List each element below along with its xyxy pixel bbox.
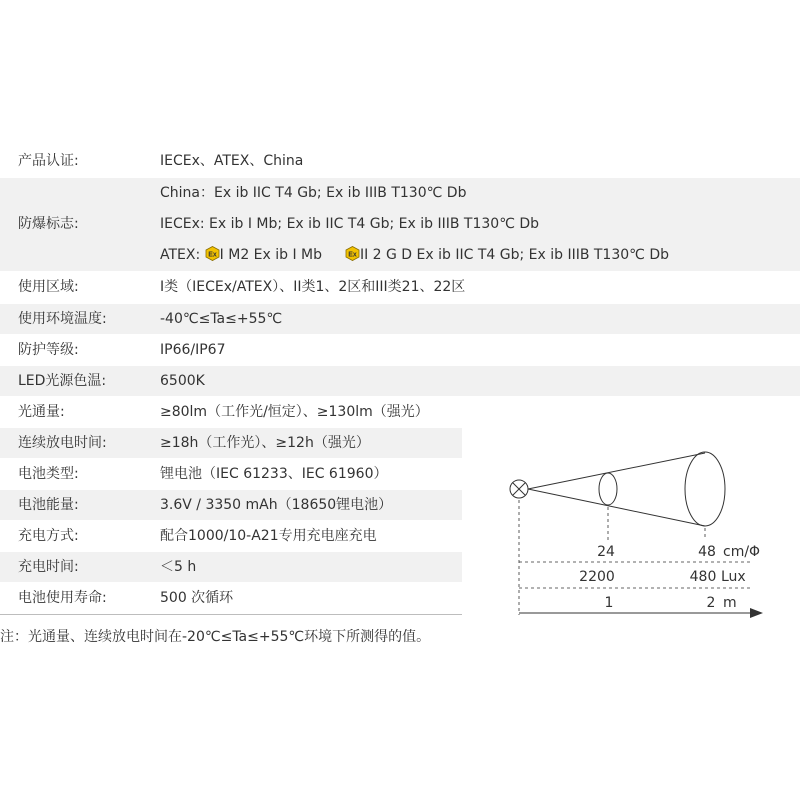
svg-text:Ex: Ex	[207, 251, 217, 259]
ex-hexagon-icon	[345, 246, 360, 261]
beam-ellipse-far	[685, 452, 725, 526]
zone-value: I类（IECEx/ATEX）、II类1、2区和III类21、22区	[160, 279, 466, 295]
row-color-temperature	[0, 366, 800, 396]
row-discharge-time	[0, 428, 462, 458]
battery-energy-label: 电池能量:	[18, 497, 79, 513]
luminous-flux-label: 光通量:	[18, 404, 65, 420]
zone-label: 使用区域:	[18, 279, 79, 295]
explosion-marking-label: 防爆标志:	[18, 216, 79, 232]
lux-unit: Lux	[721, 569, 746, 585]
row-certification	[0, 146, 800, 177]
charge-time-value: ＜5 h	[160, 559, 197, 575]
distance-unit: m	[723, 595, 737, 611]
row-protection	[0, 335, 800, 365]
protection-label: 防护等级:	[18, 342, 79, 358]
explosion-china: China：Ex ib IIC T4 Gb; Ex ib IIIB T130℃ Db	[160, 185, 467, 201]
battery-type-label: 电池类型:	[18, 466, 79, 482]
charge-method-value: 配合1000/10-A21专用充电座充电	[160, 528, 377, 544]
atex-part1: I M2 Ex ib I Mb	[219, 247, 323, 263]
explosion-iecex: IECEx: Ex ib I Mb; Ex ib IIC T4 Gb; Ex ib IIIB T130℃ Db	[160, 216, 540, 232]
row-charge-method	[0, 521, 462, 551]
lux-far: 480	[689, 569, 717, 585]
lamp-icon	[510, 480, 528, 498]
atex-prefix: ATEX:	[160, 247, 201, 263]
atex-part2: II 2 G D Ex ib IIC T4 Gb; Ex ib IIIB T130℃ Db	[359, 247, 669, 263]
row-luminous-flux	[0, 397, 800, 427]
certification-value: IECEx、ATEX、China	[160, 153, 304, 169]
diameter-unit: cm/Φ	[723, 544, 761, 560]
charge-time-label: 充电时间:	[18, 559, 79, 575]
diameter-far: 48	[698, 544, 716, 560]
color-temperature-label: LED光源色温:	[18, 373, 107, 389]
footnote: 注：光通量、连续放电时间在-20℃≤Ta≤+55℃环境下所测得的值。	[0, 629, 431, 645]
charge-method-label: 充电方式:	[18, 528, 79, 544]
battery-type-value: 锂电池（IEC 61233、IEC 61960）	[160, 466, 388, 482]
diameter-near: 24	[597, 544, 615, 560]
table-bottom-divider	[0, 614, 462, 615]
row-temperature	[0, 304, 800, 334]
lux-near: 2200	[579, 569, 615, 585]
discharge-time-value: ≥18h（工作光）、≥12h（强光）	[160, 435, 370, 451]
battery-energy-value: 3.6V / 3350 mAh（18650锂电池）	[160, 497, 393, 513]
distance-far: 2	[706, 595, 716, 611]
color-temperature-value: 6500K	[160, 373, 205, 389]
beam-cone	[528, 452, 725, 526]
row-zone	[0, 272, 800, 303]
battery-life-label: 电池使用寿命:	[18, 590, 107, 606]
row-explosion-marking	[0, 178, 800, 271]
certification-label: 产品认证:	[18, 153, 79, 169]
battery-life-value: 500 次循环	[160, 590, 234, 606]
row-battery-energy	[0, 490, 462, 520]
row-battery-life	[0, 583, 462, 613]
luminous-flux-value: ≥80lm（工作光/恒定）、≥130lm（强光）	[160, 404, 429, 420]
protection-value: IP66/IP67	[160, 342, 226, 358]
svg-text:Ex: Ex	[348, 251, 357, 259]
distance-near: 1	[604, 595, 614, 611]
beam-ellipse-near	[599, 473, 617, 505]
temperature-label: 使用环境温度:	[18, 311, 107, 327]
row-charge-time	[0, 552, 462, 582]
ex-hexagon-icon	[205, 246, 220, 261]
discharge-time-label: 连续放电时间:	[18, 435, 107, 451]
row-battery-type	[0, 459, 462, 489]
temperature-value: -40℃≤Ta≤+55℃	[160, 311, 283, 327]
explosion-atex	[160, 240, 669, 271]
beam-diagram	[505, 445, 775, 625]
